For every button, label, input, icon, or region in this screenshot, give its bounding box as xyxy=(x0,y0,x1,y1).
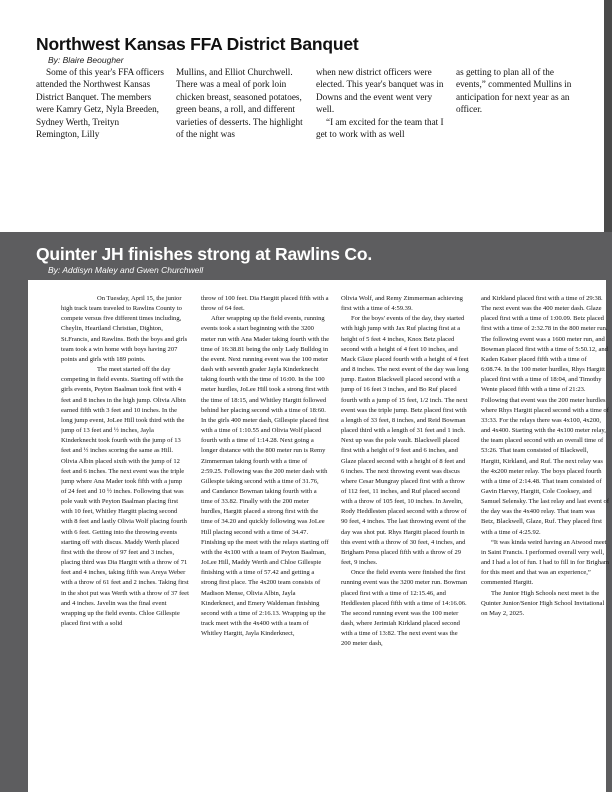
paragraph: After wrapping up the field events, running events took a start beginning with the 3200 meter run with Ana Mader taking fourth with the time of 16:38.81 being the only Lady Bulldog in the event. Next running event was the 100 meter dash with seventh grader Jayla Kinderknecht taking fourth with the time of 16:00. In the 100 meter hurdles, JoLee Hill took a strong first with the time of 18:15, and Whitley Hargitt followed behind her placing second with a time of 18:60. In the girls 400 meter dash, Gillespie placed first with a time of 1:10.55 and Olivia Wolf placed fourth with a time of 1:14.28. Next going a longer distance with the 800 meter run is Remy Zimmerman taking fourth with a time of 2:59.25. Following was the 200 meter dash with Gillespie taking second with a time of 31.76, and Candance Bowman taking fourth with a time of 33.82. Finally with the 200 meter hurdles, Hargitt placed a strong first with the time of 34.20 and quickly following was JoLee Hill placing second with a time of 34.47. Finishing up the meet with the relays starting off with the 4x100 with a team of Peyton Baalman, JoLee Hill, Maddy Werth and Chloe Gillespie finishing with a time of 57.42 and getting a strong first place. The 4x200 team consists of Madison Mense, Olivia Albin, Jayla Kinderknect, and Emery Waldeman finishing second with a time of 2:16.13. Wrapping up the track meet with the 4x400 with a team of Whitley Hargitt, Jayla Kinderknect, xyxy=(201,315,329,638)
bottom-article-column-3 xyxy=(341,294,469,789)
paragraph: Olivia Wolf, and Remy Zimmerman achieving first with a time of 4:59.39. xyxy=(341,295,463,313)
bottom-article xyxy=(0,232,612,792)
paragraph: The meet started off the day competing in field events. Starting off with the girls events, Peyton Baalman took first with 4 feet and 8 inches in the high jump. Olivia Albin earned fifth with 3 feet and 10 inches. In the long jump event, JoLee Hill took third with the jump of 13 feet and ½ inches, Jayla Kinderknecht took fourth with the jump of 13 feet and ½ inches scoring the same as Hill. Olivia Albin placed sixth with the jump of 12 feet and 6 inches. The next event was the triple jump where Ana Mader took fifth with a jump of 24 feet and 10 ½ inches. Following that was pole vault with Peyton Baalman placing first with 10 feet, Whitley Hargitt placing second with 8 feet and lastly Olivia Wolf placing fourth with 6 feet. Getting into the throwing events starting off with discus. Maddy Werth placed first with the throw of 97 feet and 3 inches, placing third was Dia Hargitt with a throw of 71 feet and 4 inches, taking fifth was Areya Weber with a throw of 61 feet and 2 inches. Taking first in the shot put was Werth with a throw of 37 feet and 4 inches. Javelin was the final event wrapping up the field events. Chloe Gillespie placed first with a solid xyxy=(61,366,189,627)
bottom-article-byline: By: Addisyn Maley and Gwen Churchwell xyxy=(48,265,204,275)
paragraph: The Junior High Schools next meet is the Quinter Junior/Senior High School Invitational on May 2, 2025. xyxy=(481,589,605,617)
top-article-column-3 xyxy=(316,66,444,140)
paragraph: On Tuesday, April 15, the junior high track team traveled to Rawlins County to compete versus five different times including, Cheylin, Heartland Christian, Dighton, St.Francis, and Rawlins. Both the boys and girls team took a win home with boys having 207 points and girls with 189 points. xyxy=(61,295,188,363)
paragraph: Mullins, and Elliot Churchwell. There was a meal of pork loin chicken breast, seasoned potatoes, green beans, a roll, and different varieties of desserts. The highlight of the night was xyxy=(176,67,303,140)
bottom-article-body xyxy=(28,280,609,792)
top-article-column-4 xyxy=(456,66,584,140)
top-article xyxy=(36,33,606,140)
paragraph: Some of this year's FFA officers attended the Northwest Kansas District Banquet. The members were Kamry Getz, Nyla Breeden, Sydney Werth, Treityn Remington, Lilly xyxy=(36,67,164,140)
top-article-byline: By: Blaire Beougher xyxy=(48,55,124,65)
paragraph: and Kirkland placed first with a time of 29:38. The next event was the 400 meter dash. Glaze placed first with a time of 1:00.09. Betz placed first with a time of 2:32.78 in the 800 meter run. The following event was a 1600 meter run, and Bowman placed first with a time of 5:50.12, and Kaden Kaiser placed fifth with a time of 6:08.74. In the 100 meter hurdles, Rhys Hargitt placed first with a time of 18:04, and Timothy Wente placed fifth with a time of 21:23. Following that event was the 200 meter hurdles where Rhys Hargitt placed second with a time of 33:33. For the relays there was 4x100, 4x200, and 4x400. Starting with the 4x100 meter relay, the team placed second with an overall time of 53:26. That team consisted of Blackwell, Hargitt, Kirkland, and Ruf. The next relay was the 4x200 meter relay. The boys placed fourth with a time of 2:14.48. That team consisted of Gavin Harvey, Hargitt, Cole Cooksey, and Samuel Selensky. The last relay and last event of the day was the 4x400 relay. That team was Betz, Blackwell, Glaze, Ruf. They placed first with a time of 4:25.92. xyxy=(481,295,609,536)
top-article-headline: Northwest Kansas FFA District Banquet xyxy=(36,34,359,54)
top-article-column-2 xyxy=(176,66,304,140)
bottom-article-column-4 xyxy=(481,294,609,789)
paragraph: when new district officers were elected. This year's banquet was in Downs and the event went very well. xyxy=(316,67,444,115)
paragraph: For the boys' events of the day, they started with high jump with Jax Ruf placing first at a height of 5 feet 4 inches, Knox Betz placed second with a height of 4 feet 10 inches, and Mack Glaze placed fourth with a height of 4 feet and 8 inches. The next event of the day was long jump. Easton Blackwell placed second with a jump of 16 feet 3 inches, and Bo Ruf placed fourth with a jump of 15 feet, 1/2 inch. The next event was the triple jump. Betz placed first with a length of 33 feet, 8 inches, and Reid Bowman placed third with a length of 31 feet and 1 inch. Next up was the pole vault. Blackwell placed first with a height of 9 feet and 6 inches, and Glaze placed second with a height of 8 feet and 6 inches. The next throwing event was discus where Cesar Mungray placed first with a throw of 112 feet, 11 inches, and Ruf placed second with a throw of 105 feet, 10 inches. In Javelin, Rody Heddlesten placed second with a throw of 90 feet, 4 inches. The last throwing event of the day was shot put. Rhys Hargitt placed fourth in this event with a throw of 30 feet, 4 inches, and Brigham Press placed fifth with a throw of 29 feet, 9 inches. xyxy=(341,315,469,567)
bottom-article-headline: Quinter JH finishes strong at Rawlins Co. xyxy=(36,244,373,264)
paragraph: “It was kinda weird having an Atwood meet in Saint Francis. I performed overall very well, and I had a lot of fun. I had to fill in for Brigham for this meet and that was an experience,” commented Hargitt. xyxy=(481,538,609,587)
top-article-column-1 xyxy=(36,66,164,140)
paragraph: as getting to plan all of the events,” commented Mullins in anticipation for next year as an officer. xyxy=(456,67,572,115)
bottom-article-column-1 xyxy=(61,294,189,789)
bottom-article-column-2 xyxy=(201,294,329,789)
top-article-columns xyxy=(36,66,606,140)
paragraph: Once the field events were finished the first running event was the 3200 meter run. Bowman placed first with a time of 12:15.46, and Heddlesten placed fifth with a time of 14:16.06. The second running event was the 100 meter dash, where Jerimiah Kirkland placed second with a time of 13:82. The next event was the 200 meter dash, xyxy=(341,569,468,648)
bottom-article-columns xyxy=(61,294,609,789)
paragraph: “I am excited for the team that I get to work with as well xyxy=(316,116,444,140)
paragraph: throw of 100 feet. Dia Hargitt placed fifth with a throw of 64 feet. xyxy=(201,295,329,313)
